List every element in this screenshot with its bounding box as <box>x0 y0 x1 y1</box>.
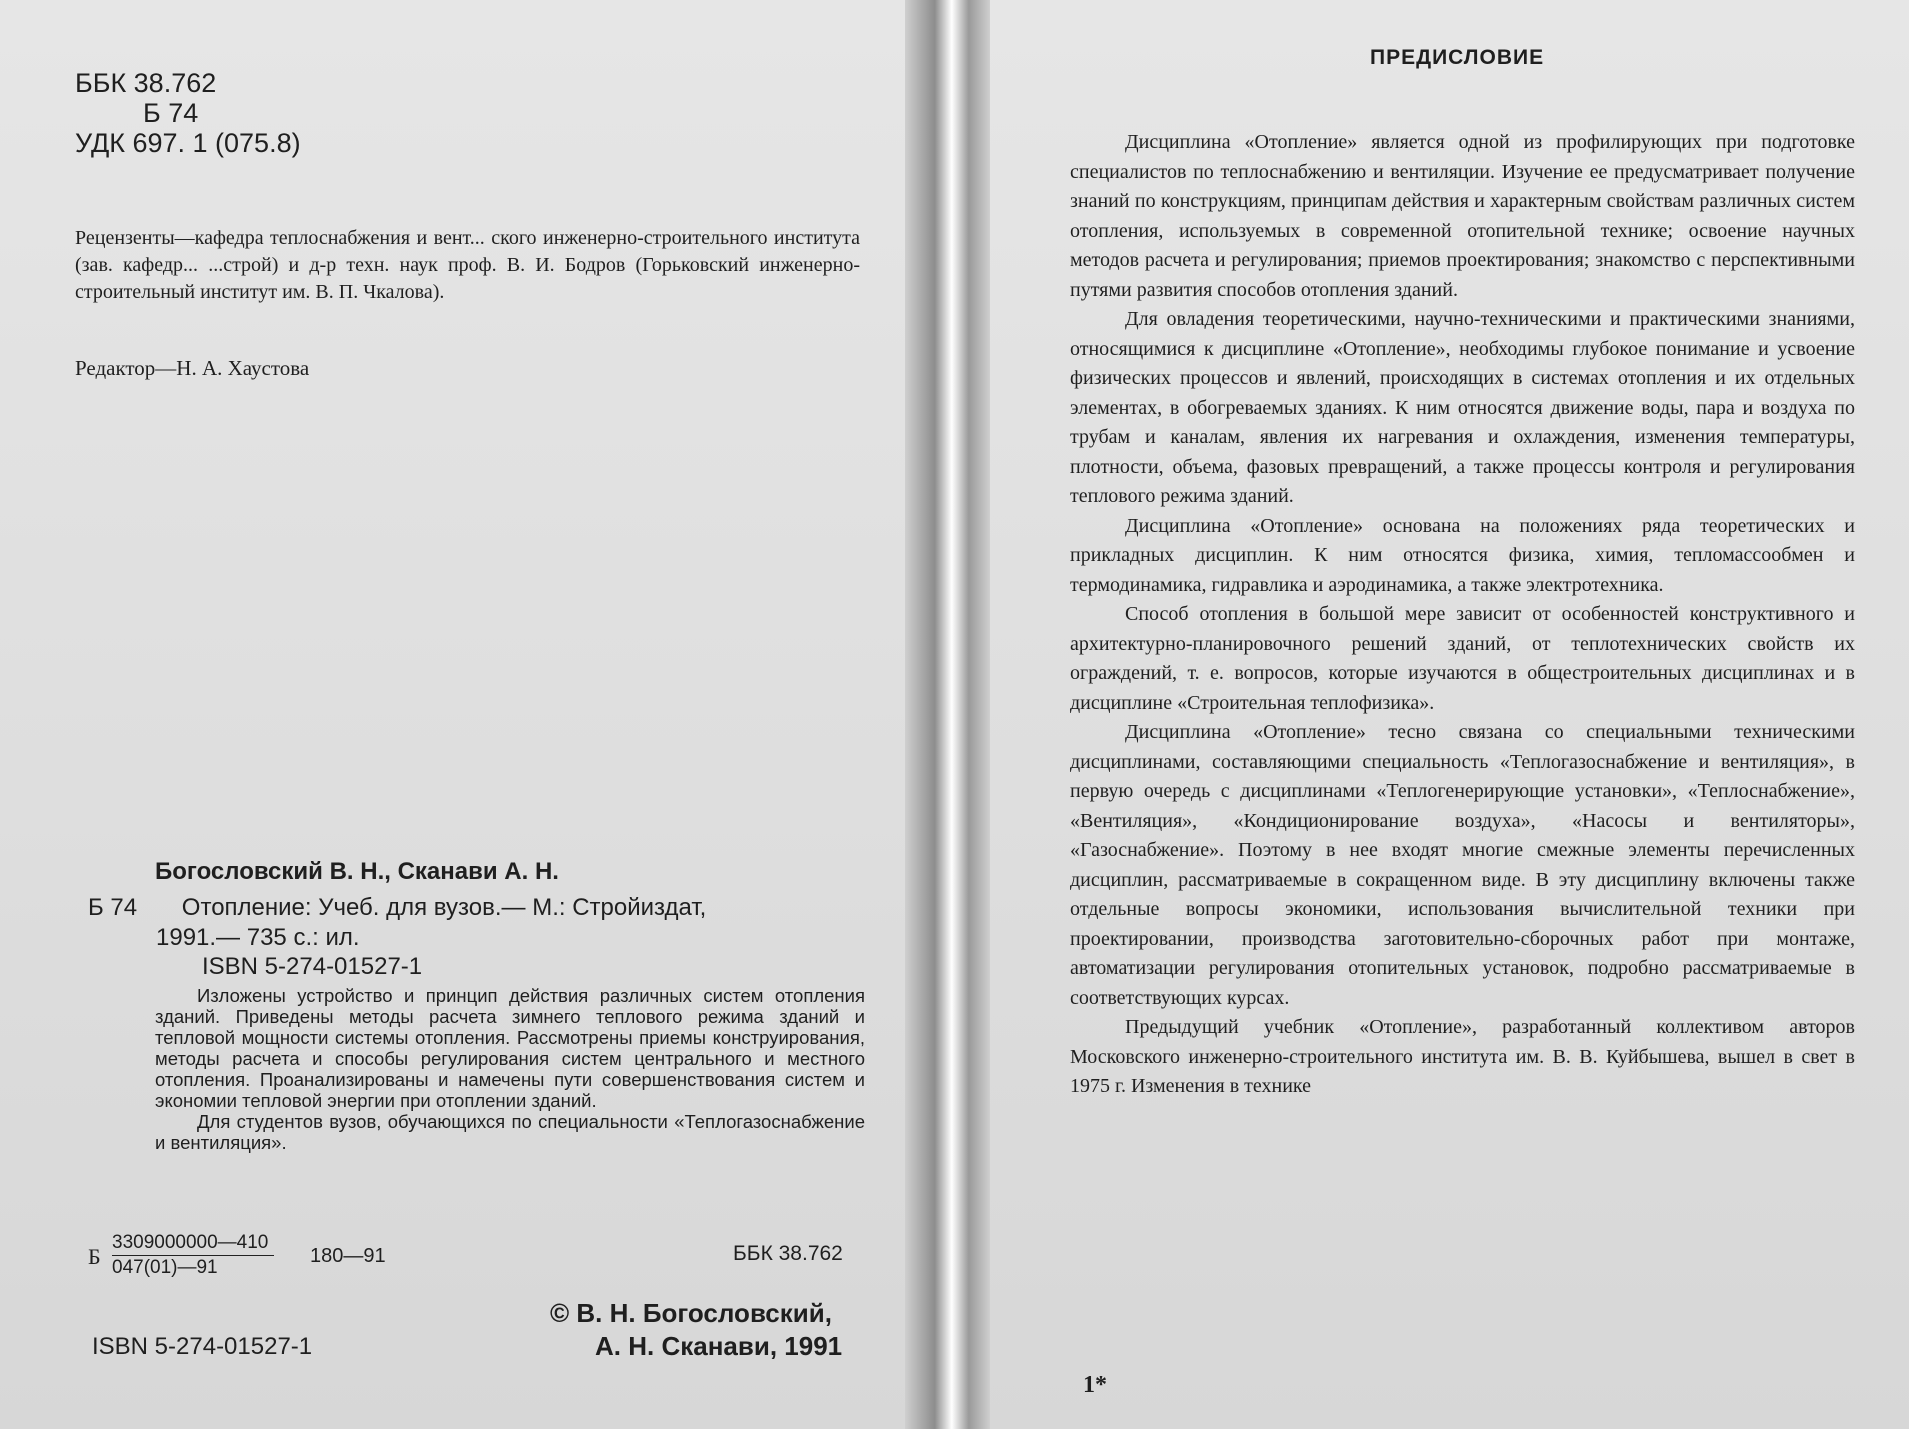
code-tail: 180—91 <box>310 1245 386 1267</box>
preface-heading: ПРЕДИСЛОВИЕ <box>1370 46 1545 69</box>
bbk-index-bottom: ББК 38.762 <box>733 1242 843 1265</box>
code-numerator: 3309000000—410 <box>112 1232 274 1256</box>
reviewers-text: Рецензенты—кафедра теплоснабжения и вент... ского инженерно-строительного института (зав. кафедр... ...строй) и д-р техн. наук проф. В. И. Бодров (Горьковский инженерно-строительный институт им. В. П. Чкалова). <box>75 227 860 303</box>
preface-paragraph: Способ отопления в большой мере зависит от особенностей конструктивного и архитектурно-планировочного решений зданий, от теплотехнических свойств их ограждений, т. е. вопросов, которые изучаются в общестроительных дисциплинах и в дисциплине «Строительная теплофизика». <box>1070 603 1855 714</box>
catalog-title-line: Отопление: Учеб. для вузов.— М.: Стройиздат, <box>181 894 707 921</box>
copyright-block <box>550 1297 842 1363</box>
copyright-line: А. Н. Сканави, 1991 <box>595 1331 843 1361</box>
annotation-paragraph: Изложены устройство и принцип действия различных систем отопления зданий. Приведены методы расчета зимнего теплового режима зданий и тепловой мощности системы отопления. Рассмотрены приемы конструирования, методы расчета и способы регулирования систем центрального и местного отопления. Проанализированы и намечены пути совершенствования систем и экономии тепловой энергии при отоплении зданий. <box>155 985 865 1111</box>
isbn-top: ISBN 5-274-01527-1 <box>202 953 423 980</box>
isbn-bottom: ISBN 5-274-01527-1 <box>92 1333 313 1360</box>
book-gutter <box>905 0 990 1429</box>
preface-paragraph: Дисциплина «Отопление» основана на положениях ряда теоретических и прикладных дисциплин. К ним относятся физика, химия, тепломассообмен и термодинамика, гидравлика и аэродинамика, а также электротехника. <box>1070 514 1855 596</box>
udk-index: УДК 697. 1 (075.8) <box>75 128 301 158</box>
bbk-index: ББК 38.762 <box>75 68 217 98</box>
left-page <box>0 0 905 1429</box>
preface-paragraph: Дисциплина «Отопление» является одной из профилирующих при подготовке специалистов по теплоснабжению и вентиляции. Изучение ее предусматривает получение знаний по конструкциям, принципам действия и характерным свойствам различных систем отопления, используемых в современной отопительной технике; освоение научных методов расчета и регулирования; приемов проектирования; знакомство с перспективными путями развития способов отопления зданий. <box>1070 131 1855 301</box>
copyright-line: © В. Н. Богословский, <box>550 1298 832 1328</box>
code-denominator: 047(01)—91 <box>112 1257 218 1278</box>
catalog-entry <box>88 893 706 953</box>
annotation <box>155 985 865 1153</box>
preface-paragraph: Для овладения теоретическими, научно-техническими и практическими знаниями, относящимися к дисциплине «Отопление», необходимы глубокое понимание и усвоение физических процессов и явлений, происходящих в системах отопления и их отдельных элементах, в обогреваемых зданиях. К ним относятся движение воды, пара и воздуха по трубам и каналам, явления их нагревания и охлаждения, изменения температуры, плотности, объема, фазовых превращений, а также процессы контроля и регулирования теплового режима зданий. <box>1070 308 1855 507</box>
annotation-paragraph: Для студентов вузов, обучающихся по специальности «Теплогазоснабжение и вентиляция». <box>155 1111 865 1153</box>
classification-block <box>75 68 301 158</box>
catalog-code: Б 74 <box>88 894 138 921</box>
preface-paragraph: Дисциплина «Отопление» тесно связана со специальными техническими дисциплинами, составляющими специальность «Теплогазоснабжение и вентиляция», в первую очередь с дисциплинами «Теплогенерирующие установки», «Теплоснабжение», «Вентиляция», «Кондиционирование воздуха», «Насосы и вентиляторы», «Газоснабжение». Поэтому в нее входят многие смежные элементы перечисленных дисциплин, рассматриваемые в сокращенном виде. В эту дисциплину включены также отдельные вопросы экономики, использования вычислительной техники при проектировании, производства заготовительно-сборочных работ при монтаже, автоматизации регулирования отопительных установок, подробно рассматриваемые в соответствующих курсах. <box>1070 721 1855 1009</box>
editor-line: Редактор—Н. А. Хаустова <box>75 356 310 380</box>
code-fraction <box>112 1232 274 1279</box>
code-prefix: Б <box>88 1244 101 1269</box>
author-mark: Б 74 <box>143 98 199 128</box>
preface-paragraph: Предыдущий учебник «Отопление», разработанный коллективом авторов Московского инженерно-строительного института им. В. В. Куйбышева, вышел в свет в 1975 г. Изменения в технике <box>1070 1016 1855 1097</box>
preface-body <box>1070 128 1855 1102</box>
authors-line: Богословский В. Н., Сканави А. Н. <box>155 858 559 885</box>
page-number: 1* <box>1083 1372 1107 1398</box>
catalog-imprint-line: 1991.— 735 с.: ил. <box>156 924 360 951</box>
